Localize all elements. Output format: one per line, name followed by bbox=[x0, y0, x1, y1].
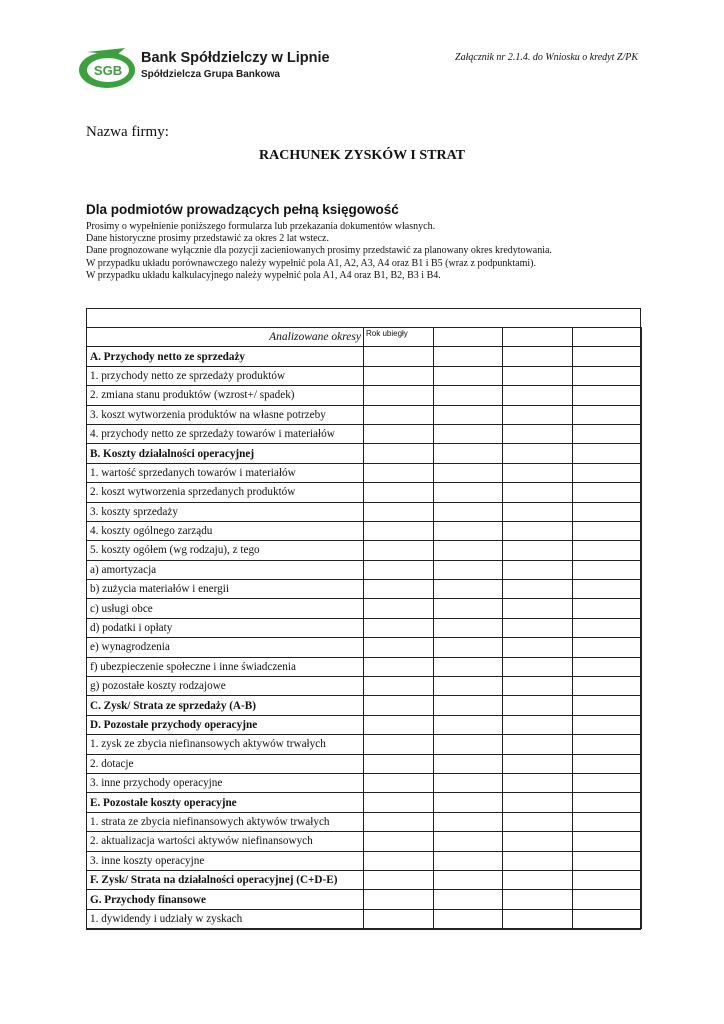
value-cell[interactable] bbox=[503, 347, 573, 366]
table-row bbox=[87, 560, 642, 579]
row-label: D. Pozostałe przychody operacyjne bbox=[87, 715, 364, 734]
row-label: 2. aktualizacja wartości aktywów niefinansowych bbox=[87, 832, 364, 851]
value-cell[interactable] bbox=[364, 715, 434, 734]
table-row bbox=[87, 483, 642, 502]
value-cell[interactable] bbox=[364, 793, 434, 812]
table-row bbox=[87, 541, 642, 560]
value-cell[interactable] bbox=[503, 405, 573, 424]
document-title: RACHUNEK ZYSKÓW I STRAT bbox=[258, 148, 466, 163]
value-cell[interactable] bbox=[433, 909, 503, 928]
value-cell[interactable] bbox=[364, 754, 434, 773]
value-cell[interactable] bbox=[433, 657, 503, 676]
table-row bbox=[87, 735, 642, 754]
row-label: 4. koszty ogólnego zarządu bbox=[87, 521, 364, 540]
instruction-line: Dane historyczne prosimy przedstawić za okres 2 lat wstecz. bbox=[86, 233, 329, 245]
table-row bbox=[87, 444, 642, 463]
value-cell[interactable] bbox=[364, 870, 434, 889]
sgb-logo-icon bbox=[77, 46, 139, 92]
value-cell[interactable] bbox=[433, 541, 503, 560]
value-cell[interactable] bbox=[572, 405, 642, 424]
value-cell[interactable] bbox=[364, 657, 434, 676]
table-row bbox=[87, 599, 642, 618]
value-cell[interactable] bbox=[433, 347, 503, 366]
value-cell[interactable] bbox=[572, 541, 642, 560]
value-cell[interactable] bbox=[433, 696, 503, 715]
value-cell[interactable] bbox=[364, 638, 434, 657]
value-cell[interactable] bbox=[503, 773, 573, 792]
value-cell[interactable] bbox=[433, 580, 503, 599]
row-label: A. Przychody netto ze sprzedaży bbox=[87, 347, 364, 366]
value-cell[interactable] bbox=[433, 405, 503, 424]
table-row bbox=[87, 677, 642, 696]
value-cell[interactable] bbox=[433, 386, 503, 405]
value-cell[interactable] bbox=[503, 444, 573, 463]
value-cell[interactable] bbox=[433, 735, 503, 754]
value-cell[interactable] bbox=[503, 580, 573, 599]
logo-text: SGB bbox=[93, 63, 123, 78]
value-cell[interactable] bbox=[433, 560, 503, 579]
value-cell[interactable] bbox=[433, 638, 503, 657]
value-cell[interactable] bbox=[364, 366, 434, 385]
value-cell[interactable] bbox=[572, 677, 642, 696]
value-cell[interactable] bbox=[364, 580, 434, 599]
bank-logo bbox=[77, 46, 337, 92]
table-row bbox=[87, 463, 642, 482]
value-cell[interactable] bbox=[433, 793, 503, 812]
table-row bbox=[87, 851, 642, 870]
value-cell[interactable] bbox=[503, 870, 573, 889]
value-cell[interactable] bbox=[364, 347, 434, 366]
bank-group: Spółdzielcza Grupa Bankowa bbox=[141, 69, 280, 80]
value-cell[interactable] bbox=[503, 560, 573, 579]
value-cell[interactable] bbox=[503, 657, 573, 676]
value-cell[interactable] bbox=[503, 890, 573, 909]
value-cell[interactable] bbox=[364, 483, 434, 502]
value-cell[interactable] bbox=[364, 463, 434, 482]
value-cell[interactable] bbox=[572, 773, 642, 792]
value-cell[interactable] bbox=[572, 618, 642, 637]
value-cell[interactable] bbox=[433, 851, 503, 870]
value-cell[interactable] bbox=[503, 521, 573, 540]
value-cell[interactable] bbox=[364, 909, 434, 928]
value-cell[interactable] bbox=[503, 638, 573, 657]
value-cell[interactable] bbox=[433, 715, 503, 734]
table-row bbox=[87, 909, 642, 928]
row-label: 2. koszt wytworzenia sprzedanych produktów bbox=[87, 483, 364, 502]
value-cell[interactable] bbox=[572, 560, 642, 579]
table-row bbox=[87, 773, 642, 792]
table-row bbox=[87, 405, 642, 424]
table-row bbox=[87, 424, 642, 443]
annex-label: Załącznik nr 2.1.4. do Wniosku o kredyt Z/PK bbox=[455, 52, 638, 63]
table-row bbox=[87, 870, 642, 889]
table-row bbox=[87, 502, 642, 521]
table-row bbox=[87, 832, 642, 851]
value-cell[interactable] bbox=[572, 735, 642, 754]
value-cell[interactable] bbox=[433, 754, 503, 773]
row-label: 1. strata ze zbycia niefinansowych aktywów trwałych bbox=[87, 812, 364, 831]
value-cell[interactable] bbox=[503, 735, 573, 754]
value-cell[interactable] bbox=[572, 793, 642, 812]
value-cell[interactable] bbox=[433, 483, 503, 502]
bank-name: Bank Spółdzielczy w Lipnie bbox=[141, 50, 330, 66]
value-cell[interactable] bbox=[364, 599, 434, 618]
value-cell[interactable] bbox=[433, 890, 503, 909]
value-cell[interactable] bbox=[364, 696, 434, 715]
value-cell[interactable] bbox=[572, 444, 642, 463]
instruction-line: Dane prognozowane wyłącznie dla pozycji zacieniowanych prosimy przedstawić za planowany okres kredytowania. bbox=[86, 245, 552, 257]
row-label: g) pozostałe koszty rodzajowe bbox=[87, 677, 364, 696]
row-label: 2. zmiana stanu produktów (wzrost+/ spadek) bbox=[87, 386, 364, 405]
value-cell[interactable] bbox=[572, 463, 642, 482]
value-cell[interactable] bbox=[572, 715, 642, 734]
row-label: 1. dywidendy i udziały w zyskach bbox=[87, 909, 364, 928]
value-cell[interactable] bbox=[572, 851, 642, 870]
value-cell[interactable] bbox=[572, 599, 642, 618]
table-row bbox=[87, 812, 642, 831]
value-cell[interactable] bbox=[364, 386, 434, 405]
value-cell[interactable] bbox=[503, 696, 573, 715]
value-cell[interactable] bbox=[433, 502, 503, 521]
value-cell[interactable] bbox=[503, 851, 573, 870]
row-label: 3. koszty sprzedaży bbox=[87, 502, 364, 521]
row-label: 1. wartość sprzedanych towarów i materiałów bbox=[87, 463, 364, 482]
row-label: 4. przychody netto ze sprzedaży towarów i materiałów bbox=[87, 424, 364, 443]
instruction-line: Prosimy o wypełnienie poniższego formularza lub przekazania dokumentów własnych. bbox=[86, 221, 436, 232]
row-label: d) podatki i opłaty bbox=[87, 618, 364, 637]
column-header[interactable] bbox=[572, 328, 642, 347]
row-label: a) amortyzacja bbox=[87, 560, 364, 579]
table-row bbox=[87, 657, 642, 676]
table-row bbox=[87, 890, 642, 909]
row-label: b) zużycia materiałów i energii bbox=[87, 580, 364, 599]
value-cell[interactable] bbox=[503, 677, 573, 696]
value-cell[interactable] bbox=[433, 463, 503, 482]
column-header: Rok ubiegły bbox=[364, 328, 434, 347]
row-label: B. Koszty działalności operacyjnej bbox=[87, 444, 364, 463]
row-label: E. Pozostałe koszty operacyjne bbox=[87, 793, 364, 812]
row-label: 3. inne przychody operacyjne bbox=[87, 773, 364, 792]
instruction-line: W przypadku układu kalkulacyjnego należy wypełnić pola A1, A4 oraz B1, B2, B3 i B4. bbox=[86, 269, 441, 281]
value-cell[interactable] bbox=[433, 773, 503, 792]
table-header-row bbox=[87, 328, 642, 347]
value-cell[interactable] bbox=[572, 909, 642, 928]
value-cell[interactable] bbox=[364, 832, 434, 851]
row-label: 2. dotacje bbox=[87, 754, 364, 773]
profit-loss-table bbox=[86, 327, 642, 929]
value-cell[interactable] bbox=[433, 444, 503, 463]
value-cell[interactable] bbox=[503, 793, 573, 812]
value-cell[interactable] bbox=[433, 521, 503, 540]
row-label: 1. przychody netto ze sprzedaży produktów bbox=[87, 366, 364, 385]
table-row bbox=[87, 366, 642, 385]
row-label: 3. inne koszty operacyjne bbox=[87, 851, 364, 870]
value-cell[interactable] bbox=[572, 424, 642, 443]
value-cell[interactable] bbox=[572, 696, 642, 715]
value-cell[interactable] bbox=[503, 909, 573, 928]
value-cell[interactable] bbox=[572, 870, 642, 889]
value-cell[interactable] bbox=[503, 424, 573, 443]
value-cell[interactable] bbox=[433, 366, 503, 385]
value-cell[interactable] bbox=[572, 347, 642, 366]
row-label: 3. koszt wytworzenia produktów na własne potrzeby bbox=[87, 405, 364, 424]
value-cell[interactable] bbox=[572, 521, 642, 540]
value-cell[interactable] bbox=[364, 677, 434, 696]
value-cell[interactable] bbox=[364, 560, 434, 579]
value-cell[interactable] bbox=[572, 890, 642, 909]
table-row bbox=[87, 347, 642, 366]
row-label: e) wynagrodzenia bbox=[87, 638, 364, 657]
value-cell[interactable] bbox=[503, 502, 573, 521]
value-cell[interactable] bbox=[572, 386, 642, 405]
row-label: 1. zysk ze zbycia niefinansowych aktywów trwałych bbox=[87, 735, 364, 754]
value-cell[interactable] bbox=[503, 541, 573, 560]
periods-header: Analizowane okresy bbox=[87, 328, 364, 347]
value-cell[interactable] bbox=[503, 386, 573, 405]
value-cell[interactable] bbox=[364, 618, 434, 637]
table-row bbox=[87, 580, 642, 599]
value-cell[interactable] bbox=[572, 483, 642, 502]
table-row bbox=[87, 521, 642, 540]
value-cell[interactable] bbox=[364, 502, 434, 521]
value-cell[interactable] bbox=[572, 580, 642, 599]
value-cell[interactable] bbox=[364, 735, 434, 754]
table-row bbox=[87, 638, 642, 657]
value-cell[interactable] bbox=[503, 812, 573, 831]
value-cell[interactable] bbox=[433, 618, 503, 637]
value-cell[interactable] bbox=[503, 599, 573, 618]
value-cell[interactable] bbox=[433, 677, 503, 696]
value-cell[interactable] bbox=[572, 832, 642, 851]
value-cell[interactable] bbox=[503, 463, 573, 482]
value-cell[interactable] bbox=[503, 754, 573, 773]
value-cell[interactable] bbox=[364, 851, 434, 870]
value-cell[interactable] bbox=[572, 657, 642, 676]
column-header[interactable] bbox=[433, 328, 503, 347]
row-label: F. Zysk/ Strata na działalności operacyjnej (C+D-E) bbox=[87, 870, 364, 889]
value-cell[interactable] bbox=[572, 638, 642, 657]
table-row bbox=[87, 386, 642, 405]
value-cell[interactable] bbox=[433, 424, 503, 443]
value-cell[interactable] bbox=[364, 521, 434, 540]
value-cell[interactable] bbox=[503, 366, 573, 385]
table-row bbox=[87, 754, 642, 773]
instructions bbox=[86, 221, 552, 282]
value-cell[interactable] bbox=[572, 366, 642, 385]
row-label: G. Przychody finansowe bbox=[87, 890, 364, 909]
company-name-label: Nazwa firmy: bbox=[86, 124, 169, 140]
table-row bbox=[87, 696, 642, 715]
instruction-line: W przypadku układu porównawczego należy wypełnić pola A1, A2, A3, A4 oraz B1 i B5 (wraz z podpunktami). bbox=[86, 257, 536, 269]
value-cell[interactable] bbox=[433, 870, 503, 889]
value-cell[interactable] bbox=[364, 541, 434, 560]
value-cell[interactable] bbox=[433, 832, 503, 851]
value-cell[interactable] bbox=[572, 812, 642, 831]
section-title: Dla podmiotów prowadzących pełną księgowość bbox=[86, 202, 399, 217]
row-label: c) usługi obce bbox=[87, 599, 364, 618]
table-row bbox=[87, 793, 642, 812]
table-row bbox=[87, 618, 642, 637]
value-cell[interactable] bbox=[503, 618, 573, 637]
value-cell[interactable] bbox=[572, 502, 642, 521]
value-cell[interactable] bbox=[433, 599, 503, 618]
row-label: f) ubezpieczenie społeczne i inne świadczenia bbox=[87, 657, 364, 676]
value-cell[interactable] bbox=[364, 444, 434, 463]
value-cell[interactable] bbox=[364, 890, 434, 909]
row-label: 5. koszty ogółem (wg rodzaju), z tego bbox=[87, 541, 364, 560]
value-cell[interactable] bbox=[433, 812, 503, 831]
value-cell[interactable] bbox=[503, 715, 573, 734]
value-cell[interactable] bbox=[503, 832, 573, 851]
value-cell[interactable] bbox=[364, 773, 434, 792]
value-cell[interactable] bbox=[364, 424, 434, 443]
value-cell[interactable] bbox=[503, 483, 573, 502]
value-cell[interactable] bbox=[364, 812, 434, 831]
value-cell[interactable] bbox=[364, 405, 434, 424]
table-row bbox=[87, 715, 642, 734]
row-label: C. Zysk/ Strata ze sprzedaży (A-B) bbox=[87, 696, 364, 715]
value-cell[interactable] bbox=[572, 754, 642, 773]
column-header[interactable] bbox=[503, 328, 573, 347]
